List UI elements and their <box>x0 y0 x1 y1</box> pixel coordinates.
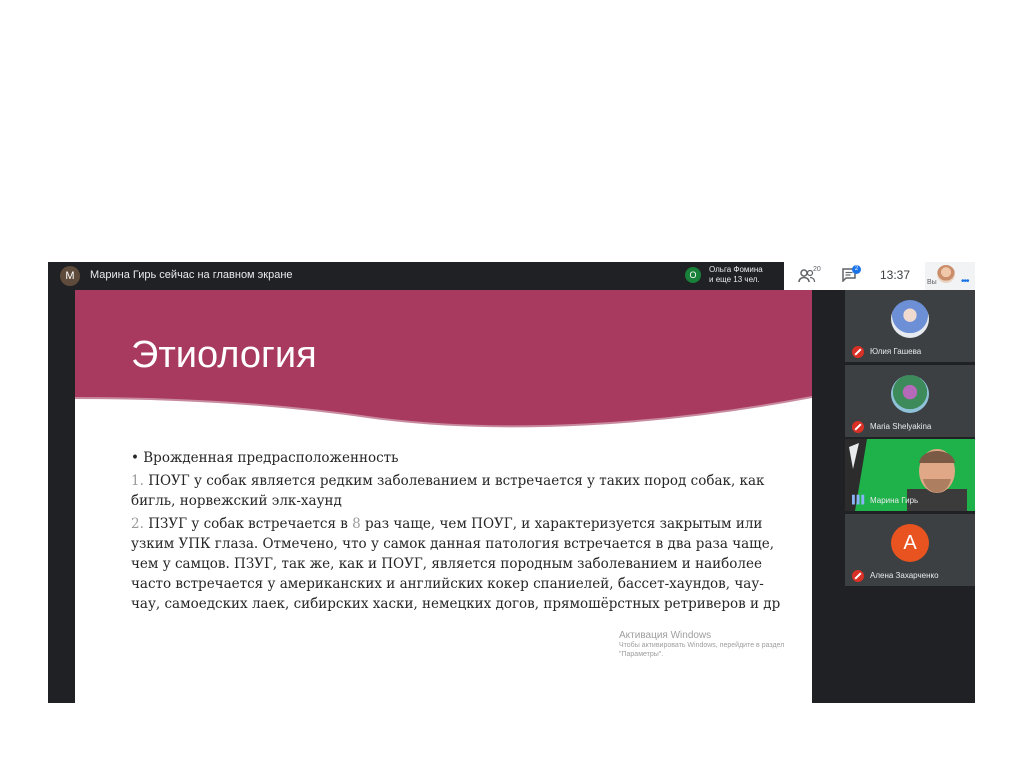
chat-badge: 2 <box>852 265 861 274</box>
participant-name: Юлия Гашева <box>870 347 922 356</box>
slide-item-2 <box>131 514 781 614</box>
participant-name: Марина Гирь <box>870 496 919 505</box>
pinned-participant-avatar[interactable]: О <box>685 267 701 283</box>
meet-window <box>48 262 975 703</box>
meet-top-bar <box>48 262 975 290</box>
item-highlight: 8 <box>352 516 361 532</box>
participant-tiles <box>845 290 975 703</box>
item-text: ПОУГ у собак является редким заболеванием и встречается у таких пород собак, как бигль, норвежский элк-хаунд <box>131 473 765 509</box>
self-label: Вы <box>927 279 937 286</box>
watermark-subtitle: Чтобы активировать Windows, перейдите в раздел "Параметры". <box>619 642 785 658</box>
pinned-participant-more: и еще 13 чел. <box>709 275 760 284</box>
participant-tile[interactable] <box>845 365 975 437</box>
participant-initial-avatar: А <box>891 524 929 562</box>
self-view-tile[interactable] <box>925 262 975 290</box>
mic-off-icon <box>852 570 864 582</box>
participant-tile[interactable] <box>845 290 975 362</box>
item-number: 2. <box>131 516 144 532</box>
windows-activation-watermark <box>619 630 794 659</box>
mic-off-icon <box>852 346 864 358</box>
presentation-slide <box>75 290 812 703</box>
participant-tile[interactable] <box>845 514 975 586</box>
audio-level-icon: ▌▌▌ <box>852 495 867 504</box>
presenter-avatar: M <box>60 266 80 286</box>
presenter-status: Марина Гирь сейчас на главном экране <box>90 269 293 281</box>
item-text: раз чаще, чем ПОУГ, и характеризуется закрытым или узким УПК глаза. Отмечено, что у самок данная патология встречается в два раза чаще, чем у самцов. ПЗУГ, так же, как и ПОУГ, является породным заболеванием и наиболее часто встречается у американских и английских кокер спаниелей, бассет-хаундов, чау-чау, самоедских лаек, сибирских хаски, немецких догов, прямошёрстных ретриверов и др <box>131 516 781 612</box>
slide-title: Этиология <box>131 334 317 376</box>
pinned-participant-label[interactable] <box>709 265 763 285</box>
watermark-title: Активация Windows <box>619 630 712 641</box>
participant-tile-active[interactable] <box>845 439 975 511</box>
pinned-participant-name: Ольга Фомина <box>709 265 763 274</box>
meet-controls <box>784 262 975 290</box>
participant-photo <box>891 300 929 338</box>
item-number: 1. <box>131 473 144 489</box>
slide-bullet: • Врожденная предрасположенность <box>131 450 399 466</box>
more-icon[interactable]: ••• <box>961 276 969 287</box>
participant-photo <box>891 375 929 413</box>
slide-item-1 <box>131 471 781 511</box>
clock: 13:37 <box>880 268 911 282</box>
slide-body <box>131 448 781 617</box>
item-text: ПЗУГ у собак встречается в <box>148 516 353 532</box>
self-avatar <box>937 265 955 283</box>
participant-name: Maria Shelyakina <box>870 422 932 431</box>
mic-off-icon <box>852 421 864 433</box>
participants-count: 20 <box>813 266 821 273</box>
participant-name: Алена Захарченко <box>870 571 939 580</box>
